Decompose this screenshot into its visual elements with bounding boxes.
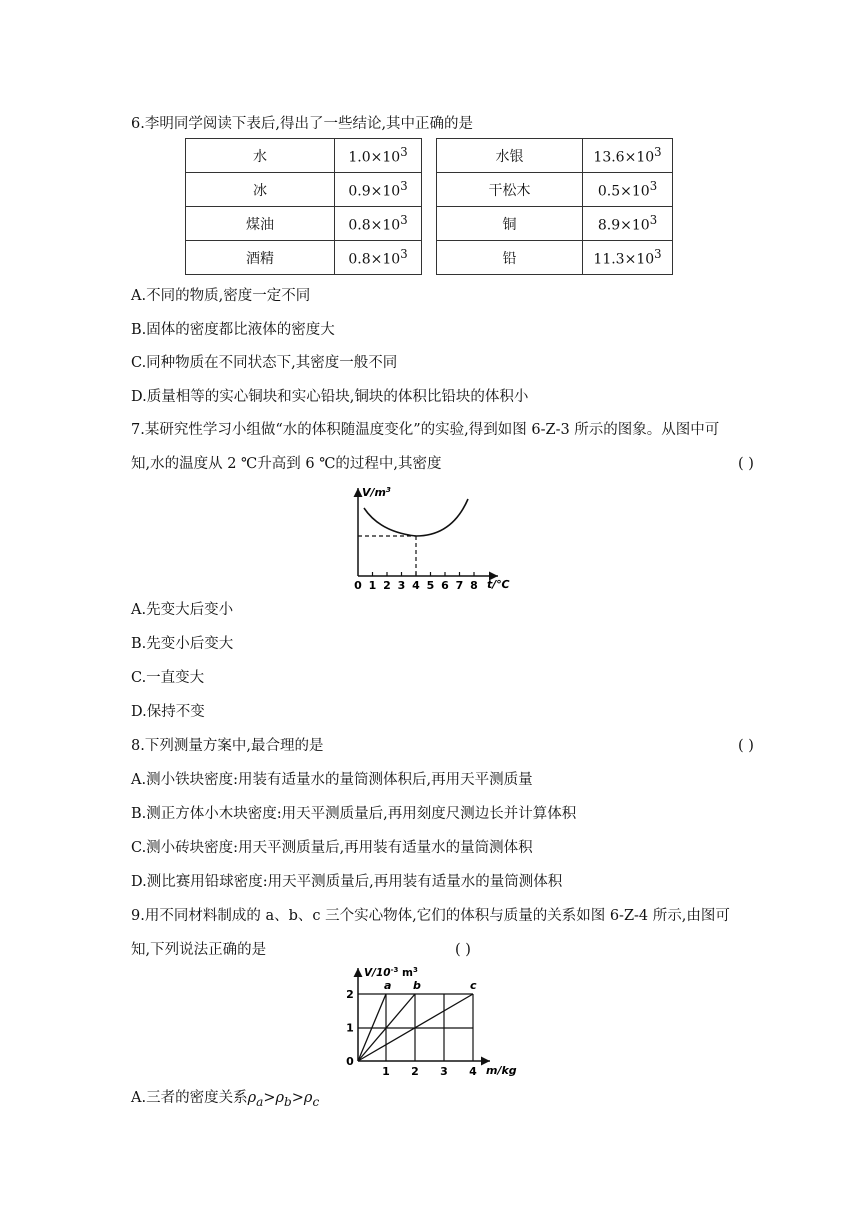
y-axis-label: $V/10^{-3}$ $m^3$ [364,966,418,979]
table-row [186,139,673,173]
q9-stem-line2: 知,下列说法正确的是 [131,942,267,958]
x-tick-label: 2 [411,1065,419,1078]
table-cell: 干松木 [437,173,583,207]
table-cell: $11.3\times 10^3$ [583,241,673,275]
x-tick-label: 3 [397,579,406,592]
q9-answer-parentheses: ( ) [455,942,471,958]
table-cell: $0.8\times 10^3$ [335,241,422,275]
volume-mass-figure [338,962,528,1082]
q6-stem: 6.李明同学阅读下表后,得出了一些结论,其中正确的是 [131,116,474,132]
volume-curve [364,499,468,536]
x-tick-label: 0 [354,579,362,592]
table-cell: $8.9\times 10^3$ [583,207,673,241]
table-cell: $0.9\times 10^3$ [335,173,422,207]
x-tick-label: 3 [440,1065,448,1078]
q7-option-a: A.先变大后变小 [131,602,234,618]
table-cell: $13.6\times 10^3$ [583,139,673,173]
table-cell: $0.5\times 10^3$ [583,173,673,207]
q6-option-c: C.同种物质在不同状态下,其密度一般不同 [131,355,398,371]
y-tick-label: 2 [346,988,354,1001]
q8-option-b: B.测正方体小木块密度:用天平测质量后,再用刻度尺测边长并计算体积 [131,806,577,822]
x-axis-label: m/kg [486,1064,517,1077]
q7-answer-parentheses: ( ) [738,456,754,472]
x-tick-label: 1 [382,1065,390,1078]
q8-option-c: C.测小砖块密度:用天平测质量后,再用装有适量水的量筒测体积 [131,840,533,856]
x-tick-label: 1 [368,579,377,592]
volume-temperature-figure [340,482,540,592]
table-cell: $1.0\times 10^3$ [335,139,422,173]
x-tick-label: 4 [412,579,420,592]
q8-option-d: D.测比赛用铅球密度:用天平测质量后,再用装有适量水的量筒测体积 [131,874,563,890]
table-cell: 酒精 [186,241,335,275]
table-cell: 水 [186,139,335,173]
x-tick-label: 8 [470,579,478,592]
x-tick-label: 2 [383,579,391,592]
density-relation: $\rho_a>\rho_b>\rho_c$ [247,1090,320,1109]
table-cell: 水银 [437,139,583,173]
table-cell: $0.8\times 10^3$ [335,207,422,241]
table-cell: 铅 [437,241,583,275]
q6-option-a: A.不同的物质,密度一定不同 [131,288,311,304]
q7-option-d: D.保持不变 [131,704,205,720]
q7-stem-line2: 知,水的温度从 2 ℃升高到 6 ℃的过程中,其密度 [131,456,442,472]
table-cell: 冰 [186,173,335,207]
q6-option-d: D.质量相等的实心铜块和实心铅块,铜块的体积比铅块的体积小 [131,389,529,405]
q7-option-b: B.先变小后变大 [131,636,234,652]
q8-option-a: A.测小铁块密度:用装有适量水的量筒测体积后,再用天平测质量 [131,772,533,788]
x-axis-label: t/℃ [487,578,510,591]
q8-stem: 8.下列测量方案中,最合理的是 [131,738,324,754]
q9-option-a [131,1088,319,1112]
q7-stem-line1: 7.某研究性学习小组做“水的体积随温度变化”的实验,得到如图 6-Z-3 所示的图象。从图中可 [131,422,720,438]
x-tick-label: 4 [469,1065,477,1078]
table-cell: 铜 [437,207,583,241]
line-label-b: b [413,979,421,992]
table-row [186,173,673,207]
q9-option-a-text: A.三者的密度关系 [131,1090,248,1106]
density-table [185,138,673,275]
q7-option-c: C.一直变大 [131,670,205,686]
y-tick-label: 0 [346,1055,354,1068]
table-cell: 煤油 [186,207,335,241]
table-row [186,241,673,275]
y-axis-label: $V/m^3$ [362,486,391,499]
x-tick-label: 7 [455,579,464,592]
line-label-a: a [384,979,392,992]
q9-stem-line1: 9.用不同材料制成的 a、b、c 三个实心物体,它们的体积与质量的关系如图 6-Z-4 所示,由图可 [131,908,730,924]
table-row [186,207,673,241]
x-tick-label: 5 [426,579,435,592]
q6-option-b: B.固体的密度都比液体的密度大 [131,322,335,338]
q8-answer-parentheses: ( ) [738,738,754,754]
x-tick-label: 6 [441,579,449,592]
line-label-c: c [470,979,477,992]
y-tick-label: 1 [346,1021,354,1035]
